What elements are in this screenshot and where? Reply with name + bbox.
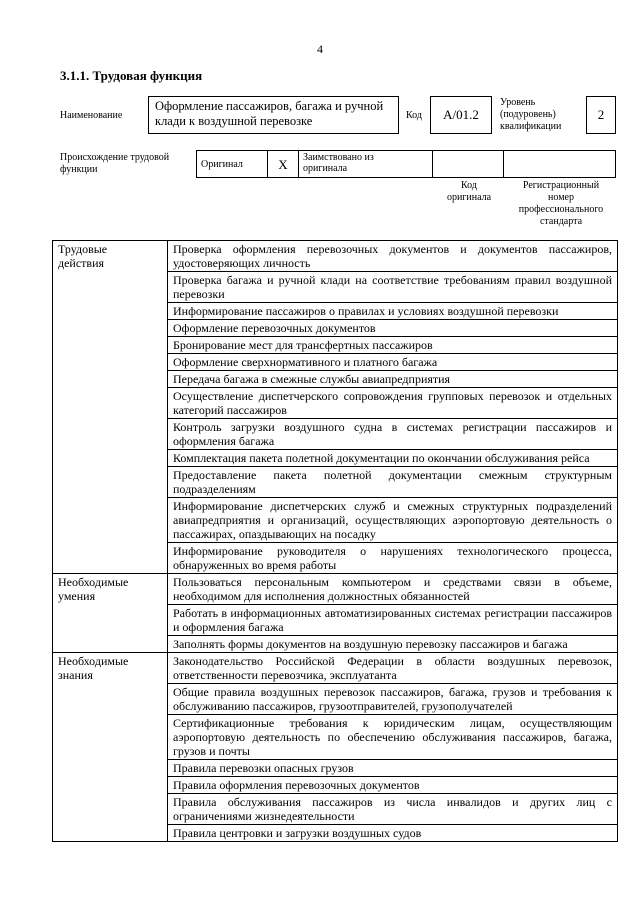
page-number: 4: [317, 42, 323, 56]
code-label: Код: [406, 110, 422, 121]
category-title-line1: Необходимые: [58, 575, 129, 589]
borrowed-cell: [299, 151, 433, 178]
item-cell: Сертификационные требования к юридическим лицам, осуществляющим аэропортовую деятельность по обеспечению обслуживания пассажиров, багажа, грузов и почты: [168, 715, 618, 760]
category-cell: [53, 241, 168, 574]
item-cell: Передача багажа в смежные службы авиапредприятия: [168, 371, 618, 388]
level-label-line2: (подуровень): [500, 109, 556, 120]
registration-caption-line4: стандарта: [539, 216, 583, 227]
original-label: Оригинал: [201, 158, 243, 170]
item-cell: Работать в информационных автоматизированных системах регистрации пассажиров и оформления багажа: [168, 605, 618, 636]
registration-caption-line3: профессионального: [518, 204, 604, 215]
original-mark-cell: [268, 151, 299, 178]
registration-caption-line2: номер: [548, 192, 574, 203]
origin-label: [60, 152, 169, 176]
item-cell: Предоставление пакета полетной документации смежным структурным подразделениям: [168, 467, 618, 498]
item-cell: Оформление перевозочных документов: [168, 320, 618, 337]
table-row: [53, 574, 618, 605]
name-label: Наименование: [60, 110, 123, 121]
table-row: [53, 241, 618, 272]
item-cell: Общие правила воздушных перевозок пассажиров, багажа, грузов и требования к обслуживанию пассажиров, грузоотправителей, грузополучателей: [168, 684, 618, 715]
item-cell: Информирование руководителя о нарушениях технологического процесса, обнаруженных во время работы: [168, 543, 618, 574]
borrowed-label-line1: Заимствовано из: [303, 152, 374, 163]
original-code-cell: [433, 151, 504, 178]
item-cell: Правила оформления перевозочных документов: [168, 777, 618, 794]
item-cell: Осуществление диспетчерского сопровождения групповых перевозок и отдельных категорий пассажиров: [168, 388, 618, 419]
function-name-box: Оформление пассажиров, багажа и ручной клади к воздушной перевозке: [148, 96, 399, 134]
item-cell: Законодательство Российской Федерации в области воздушных перевозок, ответственности перевозчика, эксплуатанта: [168, 653, 618, 684]
level-label-line1: Уровень: [500, 97, 536, 108]
origin-label-line2: функции: [60, 164, 98, 175]
item-cell: Правила перевозки опасных грузов: [168, 760, 618, 777]
code-caption: [434, 180, 504, 204]
item-cell: Проверка багажа и ручной клади на соответствие требованиям правил воздушной перевозки: [168, 272, 618, 303]
item-cell: Пользоваться персональным компьютером и средствами связи в объеме, необходимом для исполнения должностных обязанностей: [168, 574, 618, 605]
category-cell: [53, 653, 168, 842]
registration-caption-line1: Регистрационный: [522, 180, 600, 191]
category-title-line1: Трудовые: [58, 242, 108, 256]
level-label-line3: квалификации: [500, 121, 562, 132]
code-box: A/01.2: [430, 96, 492, 134]
origin-label-line1: Происхождение трудовой: [60, 152, 170, 163]
level-label: [500, 97, 561, 133]
item-cell: Правила обслуживания пассажиров из числа инвалидов и других лиц с ограничениями жизнедеятельности: [168, 794, 618, 825]
code-caption-line1: Код: [461, 180, 477, 191]
section-title: 3.1.1. Трудовая функция: [60, 68, 203, 83]
item-cell: Оформление сверхнормативного и платного багажа: [168, 354, 618, 371]
original-mark: X: [278, 156, 288, 172]
registration-number-cell: [504, 151, 616, 178]
category-title-line1: Необходимые: [58, 654, 129, 668]
code-caption-line2: оригинала: [446, 192, 492, 203]
category-title-line2: умения: [58, 589, 96, 603]
borrowed-label-line2: оригинала: [303, 163, 348, 174]
item-cell: Информирование пассажиров о правилах и условиях воздушной перевозки: [168, 303, 618, 320]
item-cell: Проверка оформления перевозочных документов и документов пассажиров, удостоверяющих личность: [168, 241, 618, 272]
item-cell: Бронирование мест для трансфертных пассажиров: [168, 337, 618, 354]
level-box: 2: [586, 96, 616, 134]
category-title-line2: знания: [58, 668, 93, 682]
origin-table: [196, 150, 616, 178]
registration-caption: [506, 180, 616, 228]
original-cell: [197, 151, 268, 178]
category-title-line2: действия: [58, 256, 105, 270]
function-table: [52, 240, 618, 842]
table-row: [53, 653, 618, 684]
item-cell: Контроль загрузки воздушного судна в системах регистрации пассажиров и оформления багажа: [168, 419, 618, 450]
item-cell: Информирование диспетчерских служб и смежных структурных подразделений авиапредприятия и организаций, осуществляющих аэропортовую деятельность о пассажирах, опаздывающих на посадку: [168, 498, 618, 543]
item-cell: Правила центровки и загрузки воздушных судов: [168, 825, 618, 842]
category-cell: [53, 574, 168, 653]
item-cell: Заполнять формы документов на воздушную перевозку пассажиров и багажа: [168, 636, 618, 653]
item-cell: Комплектация пакета полетной документации по окончании обслуживания рейса: [168, 450, 618, 467]
